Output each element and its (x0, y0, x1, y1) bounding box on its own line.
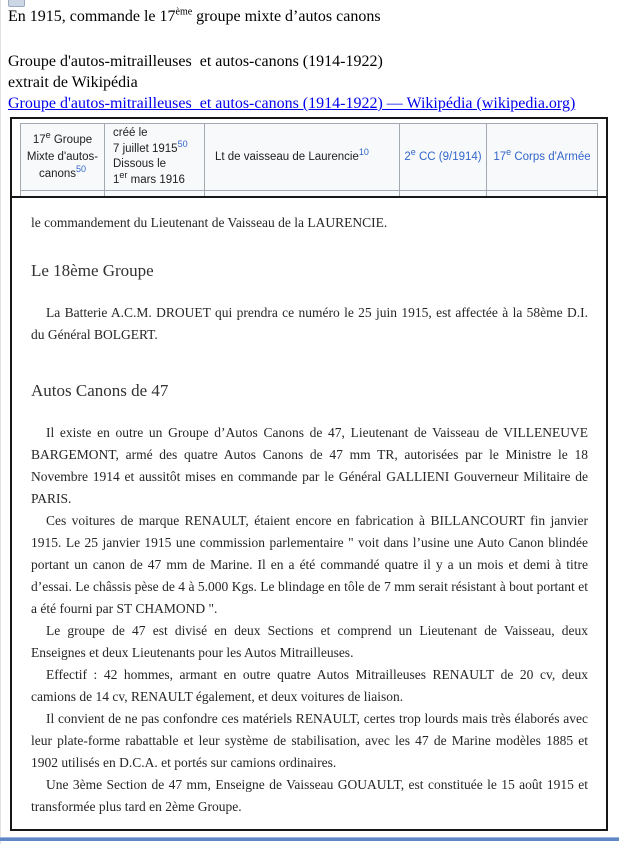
paragraph-materiels: Il convient de ne pas confondre ces matériels RENAULT, certes trop lourds mais très élaborés avec leur plate-forme rabattable et leur système de stabilisation, avec les 47 de Marine modèles 1885 et 1902 utilisés en D.C.A. et portés sur camions ordinaires. (31, 711, 588, 770)
created-date: 7 juillet 1915 (113, 142, 178, 155)
header-title (8, 6, 608, 27)
paragraph-18eme-groupe: La Batterie A.C.M. DROUET qui prendra ce numéro le 25 juin 1915, est affectée à la 58ème D.I. du Général BOLGERT. (31, 305, 588, 342)
paragraph-effectif: Effectif : 42 hommes, armant en outre quatre Autos Mitrailleuses RENAULT de 20 cv, deux camions de 14 cv, RENAULT également, et deux voitures de liaison. (31, 667, 588, 704)
bottom-divider (0, 837, 619, 841)
table-cell-cavalry-corps (400, 123, 487, 191)
dissolved-date-day: 1 (113, 173, 120, 186)
unit-number: 17 (32, 133, 46, 146)
wikipedia-link[interactable]: Groupe d'autos-mitrailleuses et autos-canons (1914-1922) — Wikipédia (wikipedia.org) (8, 95, 576, 112)
unit-name: Groupe Mixte d'autos-canons (26, 133, 99, 180)
section-heading-autos-canons-47: Autos Canons de 47 (31, 381, 169, 400)
table-row-cropped (20, 191, 606, 196)
header-title-suffix: groupe mixte d’autos canons (192, 8, 381, 25)
table-row (20, 123, 606, 191)
created-label: créé le (113, 127, 148, 139)
table-cell-dates (105, 123, 205, 191)
cavalry-corps-link[interactable]: 2e CC (9/1914) (404, 147, 482, 163)
paragraph-groupe-47: Il existe en outre un Groupe d’Autos Canons de 47, Lieutenant de Vaisseau de VILLENEUVE BARGEMONT, armé des quatre Autos Canons de 47 mm TR, autorisées par le Ministre le 18 Novembre 1914 et aussitôt mises en commande par le Général GALLIENI Gouverneur Militaire de PARIS. (31, 425, 588, 506)
dissolved-date-rest: mars 1916 (127, 173, 185, 186)
table-cell-unit-name (20, 123, 105, 191)
table-cell-commander (205, 123, 400, 191)
window-left-edge (0, 0, 1, 844)
dissolved-label: Dissous le (113, 158, 167, 170)
header-title-ordinal: ème (175, 6, 193, 18)
commander-name: Lt de vaisseau de Laurencie (215, 151, 359, 163)
source-note: extrait de Wikipédia (8, 74, 138, 91)
wiki-table-excerpt (12, 119, 606, 198)
reference-link-50[interactable]: 50 (76, 163, 87, 174)
document-frame (10, 117, 608, 831)
wiki-table (20, 123, 606, 196)
source-title: Groupe d'autos-mitrailleuses et autos-canons (1914-1922) (8, 53, 383, 70)
document-body (12, 198, 606, 818)
paragraph-voitures-renault: Ces voitures de marque RENAULT, étaient encore en fabrication à BILLANCOURT fin janvier 1915. Le 25 janvier 1915 une commission parlementaire " voit dans l’usine une Auto Canon blindée portant un canon de 47 mm de Marine. Il en a été commandé quatre il y a un mois et demi à titre d’essai. Le châssis pèse de 4 à 5.000 Kgs. Le blindage en tôle de 7 mm serait résistant à bout portant et a été fourni par ST CHAMOND ". (31, 513, 588, 616)
army-corps-link[interactable]: 17e Corps d'Armée (493, 147, 591, 163)
paragraph-intro: le commandement du Lieutenant de Vaisseau de la LAURENCIE. (31, 215, 388, 230)
unit-ordinal: e (45, 129, 51, 140)
table-cell-army-corps (487, 123, 598, 191)
dissolved-date-ordinal: er (119, 169, 128, 180)
section-heading-18eme-groupe: Le 18ème Groupe (31, 261, 154, 280)
paragraph-3eme-section: Une 3ème Section de 47 mm, Enseigne de Vaisseau GOUAULT, est constituée le 15 août 1915 et transformée plus tard en 2ème Groupe. (31, 777, 588, 814)
paragraph-sections: Le groupe de 47 est divisé en deux Sections et comprend un Lieutenant de Vaisseau, deux Enseignes et deux Lieutenants pour les Autos Mitrailleuses. (31, 623, 588, 660)
reference-link-50[interactable]: 50 (177, 138, 188, 149)
page-header (8, 6, 608, 114)
header-title-prefix: En 1915, commande le 17 (8, 8, 176, 25)
reference-link-10[interactable]: 10 (358, 147, 369, 158)
